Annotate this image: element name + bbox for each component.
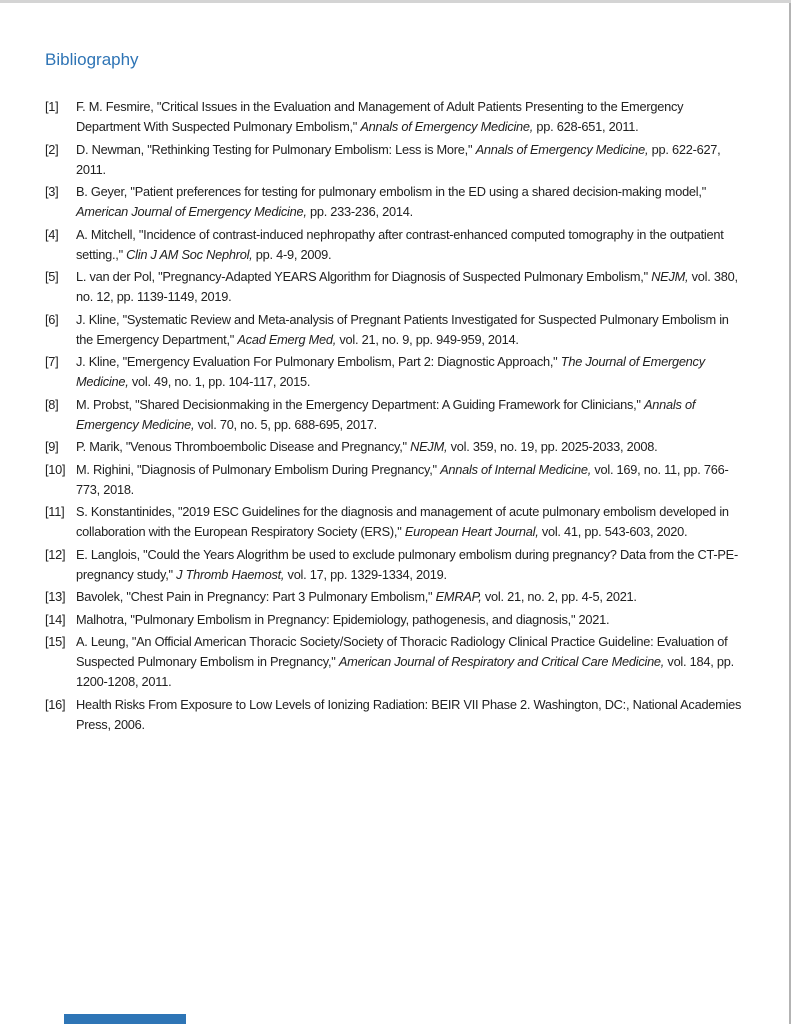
reference-number: [2] [45,141,59,157]
reference-text: B. Geyer, "Patient preferences for testing for pulmonary embolism in the ED using a shared decision-making model," American Journal of Emergency Medicine, pp. 233-236, 2014. [76,184,706,219]
reference-number: [3] [45,184,59,199]
reference-number: [4] [45,226,59,242]
reference-item [45,545,746,585]
reference-number: [14] [45,611,66,627]
reference-text: S. Konstantinides, "2019 ESC Guidelines for the diagnosis and management of acute pulmonary embolism developed in collaboration with the European Respiratory Society (ERS)," European Heart Journal, vol. 41, pp. 543-603, 2020. [76,504,729,539]
reference-item [45,352,746,392]
reference-item [45,395,746,435]
reference-item [45,460,746,500]
reference-item [45,437,746,457]
reference-item [45,632,746,692]
reference-number: [10] [45,461,66,477]
reference-text: F. M. Fesmire, "Critical Issues in the Evaluation and Management of Adult Patients Presenting to the Emergency Department With Suspected Pulmonary Embolism," Annals of Emergency Medicine, pp. 628-651, 2011. [76,99,684,134]
reference-number: [8] [45,396,59,412]
reference-item [45,97,746,137]
reference-text: E. Langlois, "Could the Years Alogrithm be used to exclude pulmonary embolism during pregnancy? Data from the CT-PE-pregnancy study," J Thromb Haemost, vol. 17, pp. 1329-1334, 2019. [76,546,738,582]
reference-text: J. Kline, "Emergency Evaluation For Pulmonary Embolism, Part 2: Diagnostic Approach," The Journal of Emergency Medicine, vol. 49, no. 1, pp. 104-117, 2015. [76,354,705,389]
reference-text: D. Newman, "Rethinking Testing for Pulmonary Embolism: Less is More," Annals of Emergency Medicine, pp. 622-627, 2011. [76,141,721,177]
reference-item [45,502,746,542]
bibliography-list [45,97,746,735]
reference-number: [11] [45,504,65,519]
reference-text: A. Leung, "An Official American Thoracic Society/Society of Thoracic Radiology Clinical Practice Guideline: Evaluation of Suspected Pulmonary Embolism in Pregnancy," American Journal of Respiratory and Critical Care Medicine, vol. 184, pp. 1200-1208, 2011. [76,634,734,689]
reference-number: [16] [45,696,66,712]
reference-text: A. Mitchell, "Incidence of contrast-induced nephropathy after contrast-enhanced computed tomography in the outpatient setting.," Clin J AM Soc Nephrol, pp. 4-9, 2009. [76,226,724,262]
next-page-element [64,1014,186,1024]
reference-number: [15] [45,634,66,649]
reference-text: M. Probst, "Shared Decisionmaking in the Emergency Department: A Guiding Framework for Clinicians," Annals of Emergency Medicine, vol. 70, no. 5, pp. 688-695, 2017. [76,396,696,432]
reference-text: J. Kline, "Systematic Review and Meta-analysis of Pregnant Patients Investigated for Suspected Pulmonary Embolism in the Emergency Department," Acad Emerg Med, vol. 21, no. 9, pp. 949-959, 2014. [76,311,729,347]
page-title: Bibliography [45,50,139,69]
reference-item [45,225,746,265]
reference-text: M. Righini, "Diagnosis of Pulmonary Embolism During Pregnancy," Annals of Internal Medicine, vol. 169, no. 11, pp. 766-773, 2018. [76,461,729,497]
reference-number: [9] [45,439,59,454]
reference-number: [1] [45,99,59,114]
reference-number: [5] [45,269,59,284]
reference-text: Health Risks From Exposure to Low Levels of Ionizing Radiation: BEIR VII Phase 2. Washington, DC:, National Academies Press, 2006. [76,696,742,732]
reference-text: P. Marik, "Venous Thromboembolic Disease and Pregnancy," NEJM, vol. 359, no. 19, pp. 2025-2033, 2008. [76,439,658,454]
reference-number: [13] [45,589,66,604]
reference-item [45,310,746,350]
reference-text: Malhotra, "Pulmonary Embolism in Pregnancy: Epidemiology, pathogenesis, and diagnosis," 2021. [76,611,610,627]
reference-number: [6] [45,311,59,327]
reference-item [45,140,746,180]
reference-item [45,587,746,607]
reference-number: [12] [45,546,66,562]
reference-item [45,182,746,222]
reference-number: [7] [45,354,59,369]
reference-item [45,267,746,307]
reference-item [45,695,746,735]
reference-text: Bavolek, "Chest Pain in Pregnancy: Part 3 Pulmonary Embolism," EMRAP, vol. 21, no. 2, pp. 4-5, 2021. [76,589,637,604]
reference-text: L. van der Pol, "Pregnancy-Adapted YEARS Algorithm for Diagnosis of Suspected Pulmonary Embolism," NEJM, vol. 380, no. 12, pp. 1139-1149, 2019. [76,269,738,304]
reference-item [45,610,746,630]
